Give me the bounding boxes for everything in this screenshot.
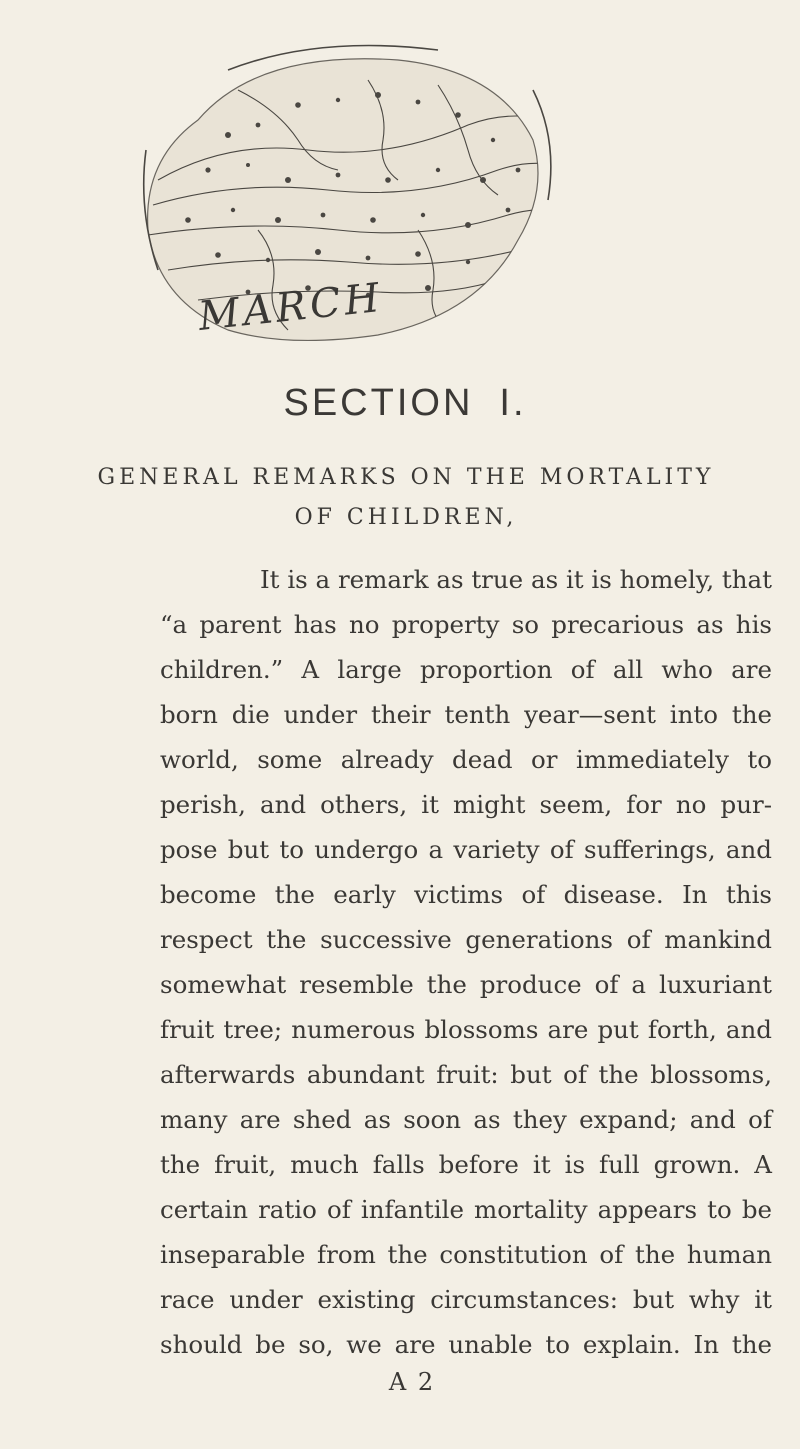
chapter-title-line-1: GENERAL REMARKS ON THE MORTALITY	[97, 465, 715, 490]
body-line: should be so, we are unable to explain. In the	[160, 1330, 772, 1359]
body-line: race under existing circumstances: but why it	[160, 1285, 772, 1314]
body-line: perish, and others, it might seem, for no pur-	[160, 790, 772, 819]
signature-mark: A 2	[388, 1368, 436, 1396]
body-line: certain ratio of infantile mortality appears to be	[160, 1195, 772, 1224]
body-line: afterwards abundant fruit: but of the blossoms,	[160, 1060, 772, 1089]
vignette-caption: MARCH	[196, 274, 386, 340]
body-line: “a parent has no property so precarious as his	[160, 610, 772, 639]
body-line: become the early victims of disease. In this	[160, 880, 772, 909]
chapter-title-line-2: OF CHILDREN,	[294, 505, 518, 530]
body-line: born die under their tenth year—sent into the	[160, 700, 772, 729]
body-line: world, some already dead or immediately to	[160, 745, 772, 774]
body-line: It is a remark as true as it is homely, that	[260, 565, 772, 594]
body-line: the fruit, much falls before it is full grown. A	[160, 1150, 772, 1179]
body-line: many are shed as soon as they expand; and of	[160, 1105, 772, 1134]
vignette-illustration	[138, 30, 558, 360]
body-line: children.” A large proportion of all who are	[160, 655, 772, 684]
section-numeral: I.	[499, 382, 527, 424]
body-line: somewhat resemble the produce of a luxuriant	[160, 970, 772, 999]
body-line: respect the successive generations of mankind	[160, 925, 772, 954]
body-line: inseparable from the constitution of the human	[160, 1240, 772, 1269]
section-heading	[0, 382, 800, 425]
body-line: pose but to undergo a variety of sufferings, and	[160, 835, 772, 864]
section-label: SECTION	[283, 382, 474, 424]
body-line: fruit tree; numerous blossoms are put forth, and	[160, 1015, 772, 1044]
